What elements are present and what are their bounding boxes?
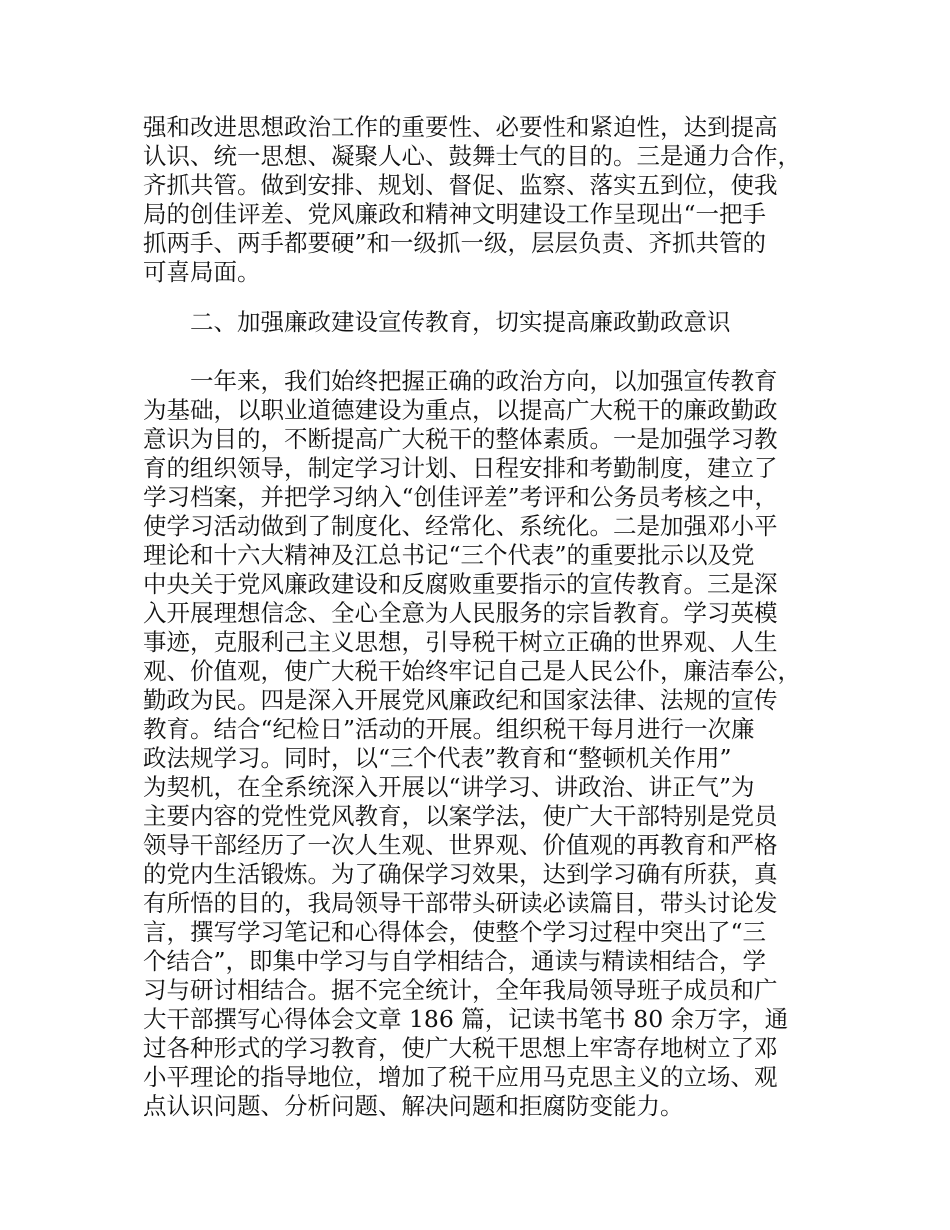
text-line: 言，撰写学习笔记和心得体会，使整个学习过程中突出了“三 [143, 918, 767, 946]
text-line: 政法规学习。同时，以“三个代表”教育和“整顿机关作用” [143, 744, 732, 772]
text-line: 大干部撰写心得体会文章 186 篇，记读书笔书 80 余万字，通 [143, 1005, 789, 1033]
text-line: 习与研讨相结合。据不完全统计，全年我局领导班子成员和广 [143, 976, 778, 1004]
text-line: 中央关于党风廉政建设和反腐败重要指示的宣传教育。三是深 [143, 570, 778, 598]
text-line: 有所悟的目的，我局领导干部带头研读必读篇目，带头讨论发 [143, 889, 778, 917]
text-line: 过各种形式的学习教育，使广大税干思想上牢寄存地树立了邓 [143, 1034, 778, 1062]
text-line: 育的组织领导，制定学习计划、日程安排和考勤制度，建立了 [143, 454, 778, 482]
paragraph-body [143, 367, 815, 1121]
text-line: 教育。结合“纪检日”活动的开展。组织税干每月进行一次廉 [143, 715, 755, 743]
text-line: 小平理论的指导地位，增加了税干应用马克思主义的立场、观 [143, 1063, 778, 1091]
text-line: 事迹，克服利己主义思想，引导税干树立正确的世界观、人生 [143, 628, 778, 656]
text-line: 抓两手、两手都要硬”和一级抓一级，层层负责、齐抓共管的 [143, 229, 767, 257]
text-line: 意识为目的，不断提高广大税干的整体素质。一是加强学习教 [143, 425, 778, 453]
text-line: 齐抓共管。做到安排、规划、督促、监察、落实五到位，使我 [143, 171, 778, 199]
text-line: 认识、统一思想、凝聚人心、鼓舞士气的目的。三是通力合作， [143, 142, 801, 170]
text-line: 勤政为民。四是深入开展党风廉政纪和国家法律、法规的宣传 [143, 686, 778, 714]
text-line: 可喜局面。 [143, 258, 261, 286]
text-line: 领导干部经历了一次人生观、世界观、价值观的再教育和严格 [143, 831, 778, 859]
text-line: 点认识问题、分析问题、解决问题和拒腐防变能力。 [143, 1092, 684, 1120]
text-line: 局的创佳评差、党风廉政和精神文明建设工作呈现出“一把手 [143, 200, 767, 228]
text-line: 为基础，以职业道德建设为重点，以提高广大税干的廉政勤政 [143, 396, 778, 424]
text-line: 观、价值观，使广大税干始终牢记自己是人民公仆，廉洁奉公， [143, 657, 801, 685]
text-line: 入开展理想信念、全心全意为人民服务的宗旨教育。学习英模 [143, 599, 778, 627]
text-line: 强和改进思想政治工作的重要性、必要性和紧迫性，达到提高 [143, 113, 778, 141]
section-heading-text: 二、加强廉政建设宣传教育，切实提高廉政勤政意识 [190, 308, 731, 336]
text-line: 理论和十六大精神及江总书记“三个代表”的重要批示以及党 [143, 541, 755, 569]
text-line: 为契机，在全系统深入开展以“讲学习、讲政治、讲正气”为 [143, 773, 755, 801]
text-line: 主要内容的党性党风教育，以案学法，使广大干部特别是党员 [143, 802, 778, 830]
text-line: 学习档案，并把学习纳入“创佳评差”考评和公务员考核之中， [143, 483, 779, 511]
text-line: 的党内生活锻炼。为了确保学习效果，达到学习确有所获，真 [143, 860, 778, 888]
paragraph-continued [143, 113, 815, 287]
text-line: 个结合”，即集中学习与自学相结合，通读与精读相结合，学 [143, 947, 767, 975]
text-line: 一年来，我们始终把握正确的政治方向，以加强宣传教育 [190, 367, 778, 395]
section-heading [143, 308, 815, 337]
text-line: 使学习活动做到了制度化、经常化、系统化。二是加强邓小平 [143, 512, 778, 540]
